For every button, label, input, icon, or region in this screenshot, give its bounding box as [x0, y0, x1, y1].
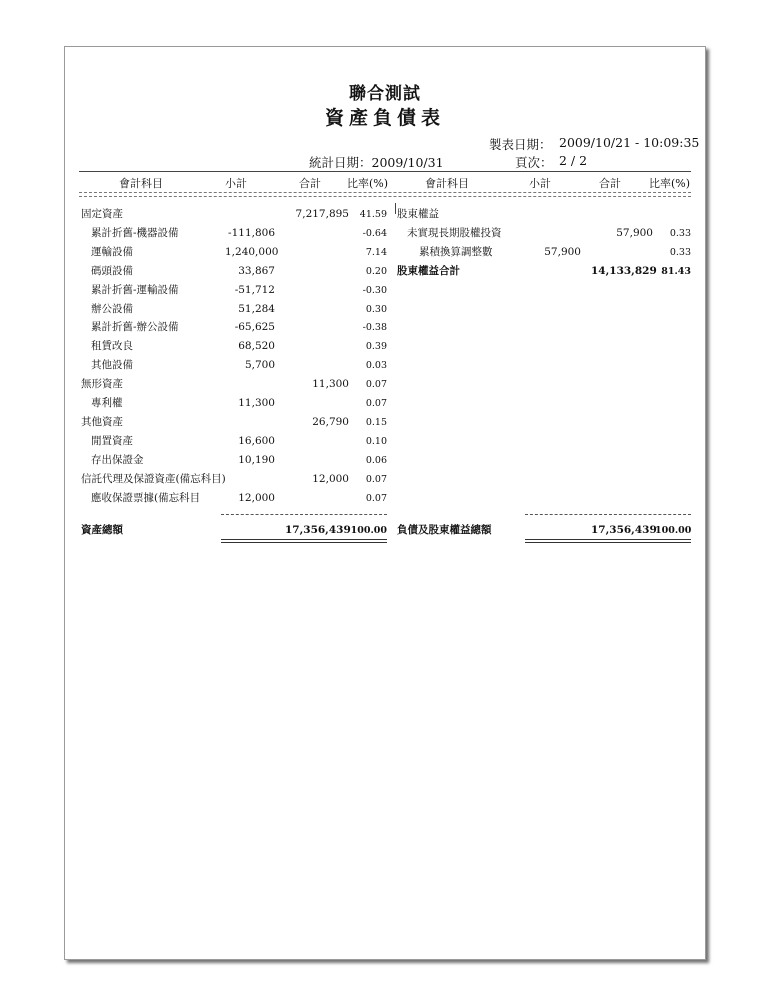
- table-row: [65, 489, 395, 508]
- subtotal-value: 57,900: [544, 245, 581, 258]
- page-number: 2 / 2: [559, 153, 588, 168]
- account-name: 累積換算調整數: [419, 245, 493, 258]
- table-row: [65, 224, 705, 243]
- header-dash-rule-1: [79, 192, 691, 193]
- page-label: 頁次：: [515, 155, 553, 170]
- stat-date: 統計日期：2009/10/31: [309, 155, 444, 170]
- account-name: 未實現長期股權投資: [407, 226, 502, 239]
- subtotal-value: 68,520: [238, 340, 275, 353]
- account-name: 累計折舊-機器設備: [91, 226, 179, 239]
- col-header-ratio-left: 比率(%): [347, 177, 389, 190]
- subtotal-value: 1,240,000: [225, 245, 279, 258]
- col-header-account-right: 會計科目: [425, 177, 469, 190]
- ratio-value: 0.07: [365, 398, 387, 409]
- left-double-rule-1: [221, 539, 387, 540]
- ratio-value: 0.33: [669, 227, 691, 239]
- ratio-value: 0.15: [365, 416, 387, 428]
- subtotal-value: 12,000: [238, 491, 275, 504]
- table-row: [65, 262, 705, 281]
- liab-total-value: 17,356,439: [591, 524, 657, 536]
- account-name: 辦公設備: [91, 302, 133, 315]
- subtotal-value: 33,867: [238, 264, 275, 277]
- ratio-value: 0.10: [365, 435, 387, 447]
- account-name: 專利權: [91, 397, 123, 409]
- table-row: [65, 243, 705, 262]
- ratio-value: 0.03: [365, 360, 387, 372]
- print-date: 2009/10/21 - 10:09:35: [559, 135, 700, 150]
- account-name: 租賃改良: [91, 340, 133, 353]
- total-value: 11,300: [312, 378, 349, 391]
- table-row: [65, 356, 395, 375]
- assets-total-value: 17,356,439: [285, 524, 351, 536]
- ratio-value: 0.07: [365, 492, 387, 504]
- account-name: 固定資產: [81, 208, 123, 220]
- left-double-rule-2: [221, 542, 387, 543]
- col-header-subtotal-left: 小計: [225, 177, 247, 190]
- ratio-value: 41.59: [359, 209, 387, 220]
- table-row: [65, 432, 395, 451]
- account-name: 股東權益合計: [397, 264, 460, 277]
- account-name: 應收保證票據(備忘科目: [91, 491, 201, 504]
- col-header-subtotal-right: 小計: [529, 177, 551, 190]
- ratio-value: 0.07: [365, 379, 387, 391]
- account-name: 累計折舊-辦公設備: [91, 321, 179, 334]
- account-name: 股東權益: [397, 208, 439, 220]
- table-row: [65, 451, 395, 470]
- account-name: 無形資產: [81, 378, 123, 391]
- ratio-value: 0.07: [365, 473, 387, 485]
- table-row: [65, 281, 395, 300]
- ratio-value: 81.43: [661, 265, 691, 277]
- account-name: 其他設備: [91, 359, 133, 372]
- subtotal-value: -65,625: [234, 321, 275, 334]
- report-title: 資產負債表: [324, 107, 445, 129]
- assets-total-label: 資產總額: [81, 524, 123, 536]
- right-subtotal-rule: [525, 514, 691, 515]
- account-name: 碼頭設備: [91, 264, 133, 277]
- left-subtotal-rule: [221, 514, 387, 515]
- account-name: 其他資產: [81, 415, 123, 428]
- ratio-value: 7.14: [365, 246, 387, 258]
- company-name: 聯合測試: [349, 84, 421, 104]
- account-name: 存出保證金: [91, 453, 144, 466]
- table-row: [65, 318, 395, 337]
- table-row: [65, 300, 395, 319]
- table-row: [65, 394, 395, 413]
- total-value: 7,217,895: [295, 208, 349, 220]
- total-value: 12,000: [312, 472, 349, 485]
- subtotal-value: 16,600: [238, 434, 275, 447]
- table-row: [65, 470, 395, 489]
- print-date-label: 製表日期：: [489, 137, 552, 152]
- right-double-rule-2: [525, 542, 691, 543]
- account-name: 運輸設備: [91, 245, 133, 258]
- subtotal-value: -111,806: [228, 226, 275, 239]
- table-row: [65, 413, 395, 432]
- subtotal-value: 51,284: [238, 302, 275, 315]
- subtotal-value: -51,712: [234, 283, 275, 296]
- col-header-total-left: 合計: [299, 177, 321, 190]
- right-double-rule-1: [525, 539, 691, 540]
- total-value: 14,133,829: [591, 264, 657, 277]
- ratio-value: -0.38: [362, 322, 387, 334]
- ratio-value: 0.20: [365, 265, 387, 277]
- col-header-account-left: 會計科目: [119, 177, 163, 190]
- assets-total-ratio: 100.00: [350, 525, 387, 536]
- subtotal-value: 11,300: [238, 397, 275, 409]
- total-value: 26,790: [312, 415, 349, 428]
- liab-total-ratio: 100.00: [655, 525, 692, 536]
- table-row: [65, 337, 395, 356]
- total-value: 57,900: [616, 226, 653, 239]
- account-name: 累計折舊-運輸設備: [91, 283, 179, 296]
- ratio-value: 0.30: [365, 303, 387, 315]
- header-dash-rule-2: [79, 196, 691, 197]
- table-row: [65, 205, 705, 224]
- ratio-value: -0.64: [362, 227, 387, 239]
- ratio-value: -0.30: [362, 284, 387, 296]
- ratio-value: 0.06: [365, 454, 387, 466]
- header-top-rule: [79, 171, 691, 172]
- table-row: [65, 375, 395, 394]
- account-name: 信託代理及保證資產(備忘科目): [81, 472, 226, 485]
- ratio-value: 0.39: [365, 341, 387, 353]
- ratio-value: 0.33: [669, 246, 691, 258]
- subtotal-value: 10,190: [238, 453, 275, 466]
- col-header-total-right: 合計: [599, 177, 621, 190]
- subtotal-value: 5,700: [244, 359, 275, 372]
- account-name: 閒置資產: [91, 434, 133, 447]
- liab-total-label: 負債及股東權益總額: [397, 524, 492, 536]
- report-page: [64, 46, 706, 960]
- col-header-ratio-right: 比率(%): [649, 177, 691, 190]
- grand-total-row: [65, 521, 705, 540]
